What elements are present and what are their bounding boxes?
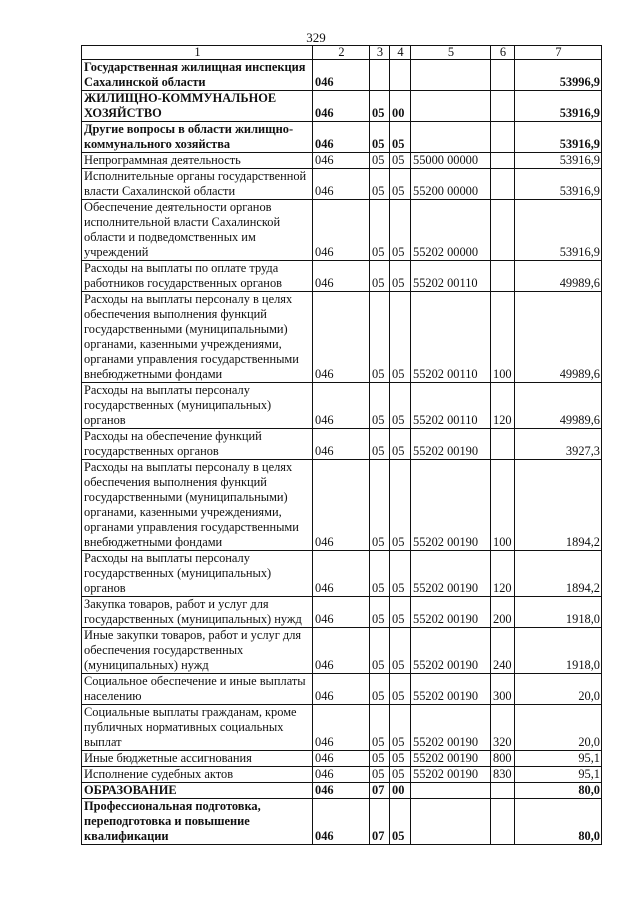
row-name-cell: Государственная жилищная инспекция Сахалинской области xyxy=(82,60,313,91)
amount-cell: 53996,9 xyxy=(515,60,602,91)
header-cell: 4 xyxy=(390,46,411,60)
header-cell: 7 xyxy=(515,46,602,60)
subsection-cell: 05 xyxy=(390,799,411,845)
target-article-cell xyxy=(411,122,491,153)
amount-cell: 20,0 xyxy=(515,674,602,705)
target-article-cell xyxy=(411,60,491,91)
row-name-cell: Расходы на выплаты персоналу государственных (муниципальных) органов xyxy=(82,383,313,429)
amount-cell: 80,0 xyxy=(515,799,602,845)
target-article-cell: 55202 00190 xyxy=(411,628,491,674)
expense-type-cell: 200 xyxy=(491,597,515,628)
section-cell: 05 xyxy=(370,429,390,460)
chapter-code-cell: 046 xyxy=(313,799,370,845)
row-name-cell: Исполнительные органы государственной власти Сахалинской области xyxy=(82,169,313,200)
target-article-cell xyxy=(411,91,491,122)
expense-type-cell xyxy=(491,122,515,153)
table-row xyxy=(82,153,602,169)
subsection-cell: 05 xyxy=(390,460,411,551)
row-name-cell: Непрограммная деятельность xyxy=(82,153,313,169)
budget-table-body xyxy=(82,46,602,845)
table-row xyxy=(82,597,602,628)
subsection-cell: 05 xyxy=(390,169,411,200)
amount-cell: 49989,6 xyxy=(515,261,602,292)
amount-cell: 20,0 xyxy=(515,705,602,751)
subsection-cell: 05 xyxy=(390,383,411,429)
table-row xyxy=(82,783,602,799)
section-cell: 05 xyxy=(370,261,390,292)
subsection-cell: 05 xyxy=(390,122,411,153)
section-cell: 05 xyxy=(370,460,390,551)
target-article-cell: 55202 00190 xyxy=(411,460,491,551)
row-name-cell: Другие вопросы в области жилищно-коммунального хозяйства xyxy=(82,122,313,153)
chapter-code-cell: 046 xyxy=(313,767,370,783)
target-article-cell: 55202 00110 xyxy=(411,261,491,292)
target-article-cell: 55202 00110 xyxy=(411,292,491,383)
subsection-cell xyxy=(390,60,411,91)
target-article-cell: 55000 00000 xyxy=(411,153,491,169)
chapter-code-cell: 046 xyxy=(313,200,370,261)
row-name-cell: Расходы на выплаты по оплате труда работников государственных органов xyxy=(82,261,313,292)
expense-type-cell xyxy=(491,799,515,845)
amount-cell: 1894,2 xyxy=(515,551,602,597)
row-name-cell: Иные бюджетные ассигнования xyxy=(82,751,313,767)
row-name-cell: ОБРАЗОВАНИЕ xyxy=(82,783,313,799)
expense-type-cell: 100 xyxy=(491,292,515,383)
subsection-cell: 05 xyxy=(390,429,411,460)
header-cell: 2 xyxy=(313,46,370,60)
chapter-code-cell: 046 xyxy=(313,628,370,674)
subsection-cell: 05 xyxy=(390,751,411,767)
chapter-code-cell: 046 xyxy=(313,751,370,767)
target-article-cell: 55202 00190 xyxy=(411,705,491,751)
target-article-cell: 55202 00190 xyxy=(411,674,491,705)
header-cell: 5 xyxy=(411,46,491,60)
target-article-cell: 55202 00110 xyxy=(411,383,491,429)
chapter-code-cell: 046 xyxy=(313,169,370,200)
page-number: 329 xyxy=(306,30,326,45)
row-name-cell: Расходы на обеспечение функций государственных органов xyxy=(82,429,313,460)
table-header-row xyxy=(82,46,602,60)
table-row xyxy=(82,429,602,460)
chapter-code-cell: 046 xyxy=(313,460,370,551)
table-row xyxy=(82,292,602,383)
chapter-code-cell: 046 xyxy=(313,91,370,122)
row-name-cell: Расходы на выплаты персоналу государственных (муниципальных) органов xyxy=(82,551,313,597)
target-article-cell: 55202 00000 xyxy=(411,200,491,261)
budget-table xyxy=(81,45,602,845)
amount-cell: 95,1 xyxy=(515,767,602,783)
row-name-cell: Социальное обеспечение и иные выплаты населению xyxy=(82,674,313,705)
subsection-cell: 05 xyxy=(390,597,411,628)
amount-cell: 1894,2 xyxy=(515,460,602,551)
amount-cell: 80,0 xyxy=(515,783,602,799)
chapter-code-cell: 046 xyxy=(313,153,370,169)
expense-type-cell: 120 xyxy=(491,383,515,429)
expense-type-cell: 320 xyxy=(491,705,515,751)
row-name-cell: ЖИЛИЩНО-КОММУНАЛЬНОЕ ХОЗЯЙСТВО xyxy=(82,91,313,122)
amount-cell: 53916,9 xyxy=(515,122,602,153)
table-row xyxy=(82,628,602,674)
section-cell: 05 xyxy=(370,153,390,169)
row-name-cell: Расходы на выплаты персоналу в целях обеспечения выполнения функций государственными (муниципальными) органами, казенными учреждениями, органами управления государственными внебюджетными фондами xyxy=(82,460,313,551)
chapter-code-cell: 046 xyxy=(313,597,370,628)
subsection-cell: 05 xyxy=(390,628,411,674)
subsection-cell: 00 xyxy=(390,783,411,799)
amount-cell: 1918,0 xyxy=(515,628,602,674)
header-cell: 1 xyxy=(82,46,313,60)
subsection-cell: 05 xyxy=(390,153,411,169)
row-name-cell: Профессиональная подготовка, переподготовка и повышение квалификации xyxy=(82,799,313,845)
row-name-cell: Исполнение судебных актов xyxy=(82,767,313,783)
subsection-cell: 05 xyxy=(390,674,411,705)
table-row xyxy=(82,751,602,767)
section-cell: 05 xyxy=(370,767,390,783)
row-name-cell: Социальные выплаты гражданам, кроме публичных нормативных социальных выплат xyxy=(82,705,313,751)
chapter-code-cell: 046 xyxy=(313,674,370,705)
table-row xyxy=(82,551,602,597)
target-article-cell: 55202 00190 xyxy=(411,597,491,628)
amount-cell: 3927,3 xyxy=(515,429,602,460)
amount-cell: 95,1 xyxy=(515,751,602,767)
amount-cell: 53916,9 xyxy=(515,91,602,122)
section-cell: 07 xyxy=(370,783,390,799)
chapter-code-cell: 046 xyxy=(313,783,370,799)
table-row xyxy=(82,383,602,429)
expense-type-cell xyxy=(491,429,515,460)
chapter-code-cell: 046 xyxy=(313,122,370,153)
table-row xyxy=(82,261,602,292)
section-cell: 07 xyxy=(370,799,390,845)
section-cell: 05 xyxy=(370,292,390,383)
section-cell: 05 xyxy=(370,628,390,674)
subsection-cell: 05 xyxy=(390,200,411,261)
subsection-cell: 05 xyxy=(390,767,411,783)
row-name-cell: Иные закупки товаров, работ и услуг для обеспечения государственных (муниципальных) нужд xyxy=(82,628,313,674)
expense-type-cell: 800 xyxy=(491,751,515,767)
expense-type-cell: 240 xyxy=(491,628,515,674)
chapter-code-cell: 046 xyxy=(313,705,370,751)
expense-type-cell: 100 xyxy=(491,460,515,551)
expense-type-cell xyxy=(491,200,515,261)
header-cell: 6 xyxy=(491,46,515,60)
amount-cell: 49989,6 xyxy=(515,292,602,383)
chapter-code-cell: 046 xyxy=(313,429,370,460)
target-article-cell: 55202 00190 xyxy=(411,751,491,767)
amount-cell: 53916,9 xyxy=(515,200,602,261)
table-row xyxy=(82,674,602,705)
amount-cell: 1918,0 xyxy=(515,597,602,628)
section-cell: 05 xyxy=(370,91,390,122)
section-cell: 05 xyxy=(370,705,390,751)
section-cell: 05 xyxy=(370,597,390,628)
section-cell: 05 xyxy=(370,751,390,767)
subsection-cell: 05 xyxy=(390,705,411,751)
section-cell: 05 xyxy=(370,200,390,261)
table-row xyxy=(82,169,602,200)
chapter-code-cell: 046 xyxy=(313,551,370,597)
expense-type-cell xyxy=(491,261,515,292)
row-name-cell: Обеспечение деятельности органов исполнительной власти Сахалинской области и подведомственных им учреждений xyxy=(82,200,313,261)
expense-type-cell xyxy=(491,91,515,122)
target-article-cell: 55200 00000 xyxy=(411,169,491,200)
row-name-cell: Расходы на выплаты персоналу в целях обеспечения выполнения функций государственными (муниципальными) органами, казенными учреждениями, органами управления государственными внебюджетными фондами xyxy=(82,292,313,383)
chapter-code-cell: 046 xyxy=(313,383,370,429)
expense-type-cell: 830 xyxy=(491,767,515,783)
section-cell xyxy=(370,60,390,91)
table-row xyxy=(82,705,602,751)
expense-type-cell xyxy=(491,60,515,91)
amount-cell: 53916,9 xyxy=(515,153,602,169)
chapter-code-cell: 046 xyxy=(313,60,370,91)
expense-type-cell xyxy=(491,783,515,799)
target-article-cell xyxy=(411,783,491,799)
chapter-code-cell: 046 xyxy=(313,261,370,292)
table-row xyxy=(82,122,602,153)
expense-type-cell: 120 xyxy=(491,551,515,597)
table-row xyxy=(82,91,602,122)
subsection-cell: 00 xyxy=(390,91,411,122)
target-article-cell xyxy=(411,799,491,845)
section-cell: 05 xyxy=(370,169,390,200)
table-row xyxy=(82,460,602,551)
expense-type-cell xyxy=(491,153,515,169)
target-article-cell: 55202 00190 xyxy=(411,429,491,460)
target-article-cell: 55202 00190 xyxy=(411,551,491,597)
table-row xyxy=(82,200,602,261)
amount-cell: 53916,9 xyxy=(515,169,602,200)
chapter-code-cell: 046 xyxy=(313,292,370,383)
section-cell: 05 xyxy=(370,551,390,597)
table-row xyxy=(82,799,602,845)
expense-type-cell: 300 xyxy=(491,674,515,705)
subsection-cell: 05 xyxy=(390,261,411,292)
header-cell: 3 xyxy=(370,46,390,60)
expense-type-cell xyxy=(491,169,515,200)
row-name-cell: Закупка товаров, работ и услуг для государственных (муниципальных) нужд xyxy=(82,597,313,628)
table-row xyxy=(82,767,602,783)
section-cell: 05 xyxy=(370,674,390,705)
section-cell: 05 xyxy=(370,383,390,429)
target-article-cell: 55202 00190 xyxy=(411,767,491,783)
amount-cell: 49989,6 xyxy=(515,383,602,429)
section-cell: 05 xyxy=(370,122,390,153)
table-row xyxy=(82,60,602,91)
subsection-cell: 05 xyxy=(390,551,411,597)
subsection-cell: 05 xyxy=(390,292,411,383)
